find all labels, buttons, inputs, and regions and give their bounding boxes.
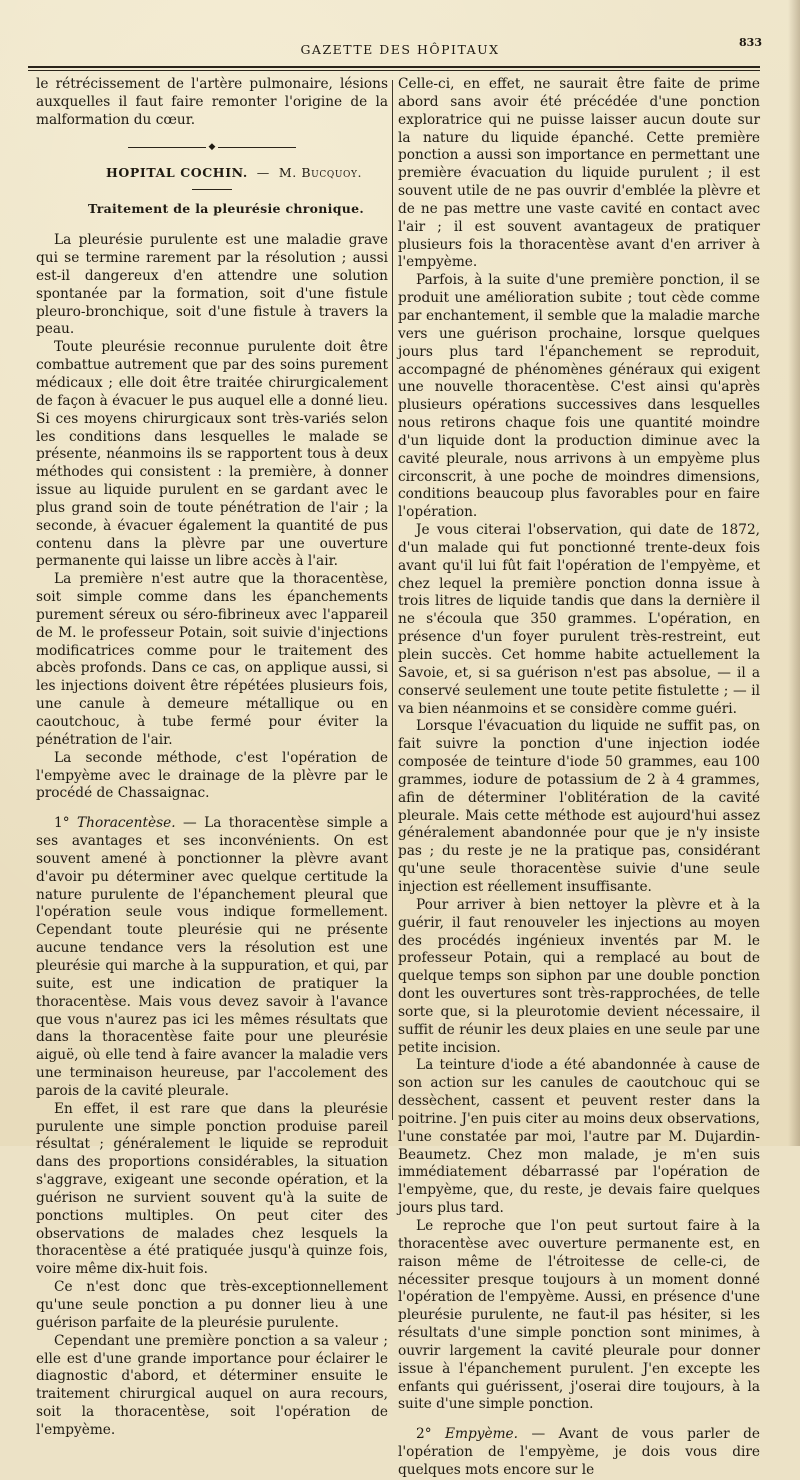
left-column: [36, 76, 388, 1440]
article-separator: [36, 136, 388, 160]
paragraph: Toute pleurésie reconnue purulente doit être combattue autrement que par des soins purement médicaux ; elle doit être traitée chirurgicalement de façon à évacuer le pus auquel elle a donné lieu. Si ces moyens chirurgicaux sont très-variés selon les conditions dans lesquelles le malade se présente, néanmoins ils se rapportent tous à deux méthodes qui consistent : la première, à donner issue au liquide purulent en se gardant avec le plus grand soin de toute pénétration de l'air ; la seconde, à évacuer également la quantité de pus contenu dans la plèvre par une ouverture permanente qui laisse un libre accès à l'air.: [36, 339, 388, 570]
paragraph: Pour arriver à bien nettoyer la plèvre et à la guérir, il faut renouveler les injections au moyen des procédés ingénieux inventés par M. le professeur Potain, qui a remplacé au bout de quelque temps son siphon par une double ponction dont les ouvertures sont très-rapprochées, de telle sorte que, si la pleurotomie devient nécessaire, il suffit de réunir les deux plaies en une seule par une petite incision.: [398, 896, 760, 1056]
paragraph: La première n'est autre que la thoracentèse, soit simple comme dans les épanchements purement séreux ou séro-fibrineux avec l'appareil de M. le professeur Potain, soit suivie d'injections modificatrices comme pour le traitement des abcès profonds. Dans ce cas, on applique aussi, si les injections doivent être répétées plusieurs fois, une canule à demeure métallique ou en caoutchouc, à tube fermé pour éviter la pénétration de l'air.: [36, 571, 388, 748]
paragraph: Celle-ci, en effet, ne saurait être faite de prime abord sans avoir été précédée d'une ponction exploratrice qui ne puisse laisser aucun doute sur la nature du liquide épanché. Cette première ponction a aussi son importance en permettant une première évacuation du liquide purulent ; il est souvent utile de ne pas ouvrir d'emblée la plèvre et de ne pas mettre une vaste cavité en contact avec l'air ; il est souvent avantageux de pratiquer plusieurs fois la thoracentèse avant d'en arriver à l'empyème.: [398, 76, 760, 271]
subsection-body: — Avant de vous parler de l'opération de l'empyème, je dois vous dire quelques mots encore sur le: [398, 1426, 760, 1478]
right-column: [398, 76, 760, 1480]
subsection-number: 1°: [54, 815, 70, 832]
paragraph: La pleurésie purulente est une maladie grave qui se termine rarement par la résolution ; aussi est-il dangereux d'en attendre une solution spontanée par la formation, soit d'une fistule pleuro-bronchique, soit d'une fistule à travers la peau.: [36, 232, 388, 338]
subsection-paragraph: [36, 815, 388, 1101]
subsection-body: — La thoracentèse simple a ses avantages et ses inconvénients. On est souvent amené à ponctionner la plèvre avant d'avoir pu déterminer avec quelque certitude la nature purulente de l'épanchement pleural que l'opération seule vous indique formellement. Cependant toute pleurésie qui ne présente aucune tendance vers la résolution est une pleurésie qui marche à la suppuration, et qui, par suite, est une indication de pratiquer la thoracentèse. Mais vous devez savoir à l'avance que vous n'aurez pas ici les mêmes résultats que dans la thoracentèse faite pour une pleurésie aiguë, où elle tend à faire avancer la maladie vers une terminaison heureuse, par l'accolement des parois de la cavité pleurale.: [36, 815, 388, 1099]
section-title: Traitement de la pleurésie chronique.: [88, 201, 365, 217]
separator-line: [218, 147, 296, 148]
subsection-paragraph: [398, 1426, 760, 1480]
subsection-title: Thoracentèse.: [77, 815, 176, 832]
column-divider: [392, 80, 393, 1120]
heading-dash: —: [256, 164, 270, 180]
hospital-name: HOPITAL COCHIN.: [106, 164, 248, 180]
separator-line: [128, 147, 206, 148]
paragraph: Je vous citerai l'observation, qui date de 1872, d'un malade qui fut ponctionné trente-deux fois avant qu'il lui fût fait l'opération de l'empyème, et chez lequel la première ponction donna issue à trois litres de liquide tandis que dans la dernière il ne s'écoula que 350 grammes. L'opération, en présence d'un foyer purulent très-restreint, eut plein succès. Cet homme habite actuellement la Savoie, et, si sa guérison n'est pas absolue, — il a conservé seulement une toute petite fistulette ; — il va bien néanmoins et se considère comme guéri.: [398, 522, 760, 717]
paragraph: La teinture d'iode a été abandonnée à cause de son action sur les canules de caoutchouc qui se dessèchent, cassent et peuvent rester dans la poitrine. J'en puis citer au moins deux observations, l'une constatée par moi, l'autre par M. Dujardin-Beaumetz. Chez mon malade, je m'en suis immédiatement débarrassé par l'opération de l'empyème, que, du reste, je devais faire quelques jours plus tard.: [398, 1057, 760, 1217]
spacer: [36, 803, 388, 815]
header-rule-thin: [28, 70, 760, 71]
paragraph: Cependant une première ponction a sa valeur ; elle est d'une grande importance pour éclairer le diagnostic d'abord, et déterminer ensuite le traitement chirurgical auquel on aura recours, soit la thoracentèse, soit l'opération de l'empyème.: [36, 1332, 388, 1438]
journal-title: GAZETTE DES HÔPITAUX: [300, 42, 500, 57]
left-intro-paragraph: le rétrécissement de l'artère pulmonaire, lésions auxquelles il faut faire remonter l'origine de la malformation du cœur.: [36, 76, 388, 128]
paragraph: En effet, il est rare que dans la pleurésie purulente une simple ponction produise pareil résultat ; généralement le liquide se reproduit dans des proportions considérables, la situation s'aggrave, exigeant une seconde opération, et la guérison ne survient souvent qu'à la suite de ponctions multiples. On peut citer des observations de malades chez lesquels la thoracentèse a été pratiquée jusqu'à quinze fois, voire même dix-huit fois.: [36, 1100, 388, 1278]
ornament-icon: ◆: [208, 141, 216, 152]
spacer: [398, 1414, 760, 1426]
paragraph: Ce n'est donc que très-exceptionnellement qu'une seule ponction a pu donner lieu à une guérison parfaite de la pleurésie purulente.: [36, 1279, 388, 1331]
doctor-name: M. Bucquoy.: [278, 164, 363, 180]
paragraph: Parfois, à la suite d'une première ponction, il se produit une amélioration subite ; tout cède comme par enchantement, il semble que la maladie marche vers une guérison prochaine, lorsque quelques jours plus tard l'épanchement se reproduit, accompagné de phénomènes généraux qui exigent une nouvelle thoracentèse. C'est ainsi qu'après plusieurs opérations successives dans lesquelles nous retirons chaque fois une quantité moindre d'un liquide dont la production diminue avec la cavité pleurale, nous arrivons à un empyème plus circonscrit, à une poche de moindres dimensions, conditions beaucoup plus favorables pour en faire l'opération.: [398, 272, 760, 521]
short-rule: [192, 189, 232, 190]
paragraph: Le reproche que l'on peut surtout faire à la thoracentèse avec ouverture permanente est, en raison même de l'étroitesse de celle-ci, de nécessiter presque toujours à un moment donné l'opération de l'empyème. Aussi, en présence d'une pleurésie purulente, ne faut-il pas hésiter, si les résultats d'une simple ponction sont minimes, à ouvrir largement la cavité pleurale pour donner issue à l'épanchement purulent. J'en excepte les enfants qui guérissent, j'oserai dire toujours, à la suite d'une simple ponction.: [398, 1218, 760, 1413]
subsection-number: 2°: [416, 1426, 432, 1443]
header-rule: [28, 66, 760, 68]
hospital-heading: [106, 164, 388, 182]
scan-edge-shadow: [788, 0, 800, 1146]
paragraph: La seconde méthode, c'est l'opération de l'empyème avec le drainage de la plèvre par le procédé de Chassaignac.: [36, 749, 388, 802]
page-number: 833: [739, 36, 762, 49]
subsection-title: Empyème.: [445, 1426, 519, 1443]
paragraph: Lorsque l'évacuation du liquide ne suffit pas, on fait suivre la ponction d'une injection iodée composée de teinture d'iode 50 grammes, eau 100 grammes, iodure de potassium de 2 à 4 grammes, afin de déterminer l'oblitération de la cavité pleurale. Mais cette méthode est aujourd'hui assez généralement abandonnée pour que je n'y insiste pas ; du reste je ne la pratique pas, considérant qu'une seule thoracentèse suivie d'une seule injection est réellement insuffisante.: [398, 718, 760, 895]
running-header: [30, 36, 770, 70]
